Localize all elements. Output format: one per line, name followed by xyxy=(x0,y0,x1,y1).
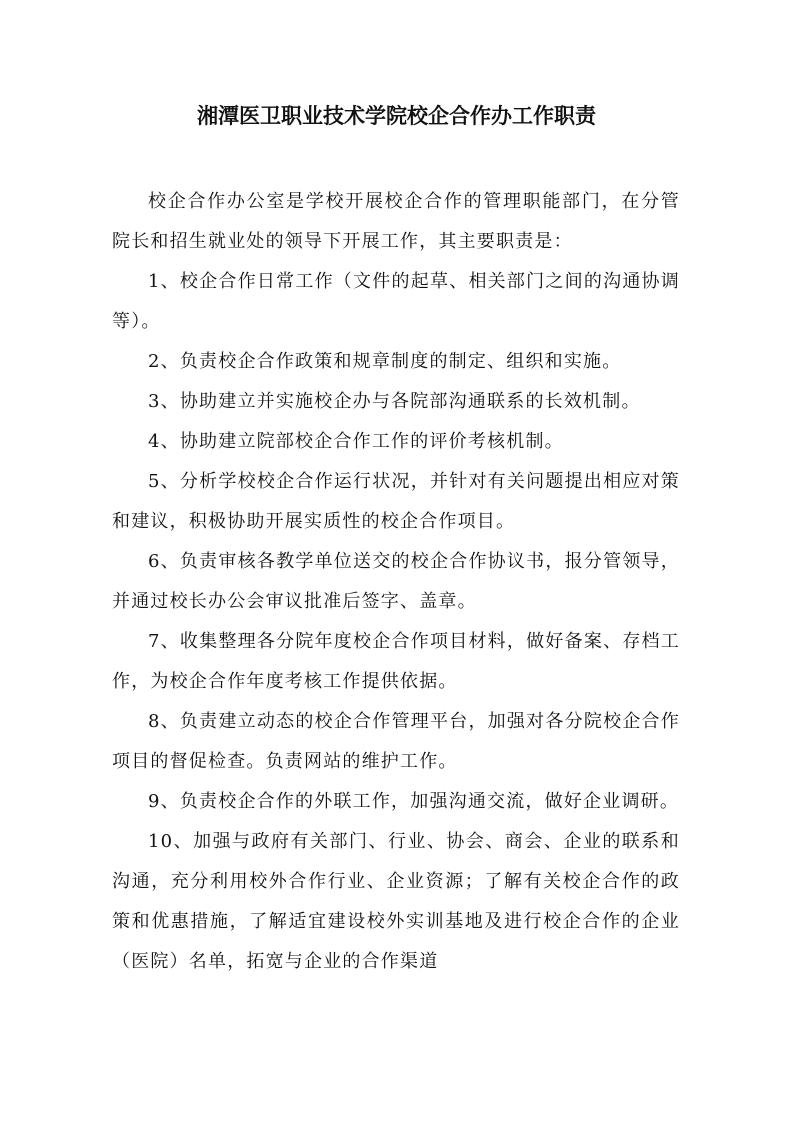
intro-paragraph: 校企合作办公室是学校开展校企合作的管理职能部门，在分管院长和招生就业处的领导下开展工作，其主要职责是： xyxy=(112,191,680,252)
document-title: 湘潭医卫职业技术学院校企合作办工作职责 xyxy=(197,104,596,128)
document-body xyxy=(112,182,680,982)
duty-item-8: 8、负责建立动态的校企合作管理平台，加强对各分院校企合作项目的督促检查。负责网站的维护工作。 xyxy=(112,711,680,772)
duty-item-3: 3、协助建立并实施校企办与各院部沟通联系的长效机制。 xyxy=(148,391,641,412)
duty-item-1: 1、校企合作日常工作（文件的起草、相关部门之间的沟通协调等）。 xyxy=(112,271,680,332)
duty-item-10: 10、加强与政府有关部门、行业、协会、商会、企业的联系和沟通，充分利用校外合作行业、企业资源；了解有关校企合作的政策和优惠措施，了解适宜建设校外实训基地及进行校企合作的企业（医院）名单，拓宽与企业的合作渠道 xyxy=(112,831,680,972)
duty-item-2: 2、负责校企合作政策和规章制度的制定、组织和实施。 xyxy=(148,351,622,372)
duty-item-5: 5、分析学校校企合作运行状况，并针对有关问题提出相应对策和建议，积极协助开展实质性的校企合作项目。 xyxy=(112,471,680,532)
duty-item-6: 6、负责审核各教学单位送交的校企合作协议书，报分管领导，并通过校长办公会审议批准后签字、盖章。 xyxy=(112,551,680,612)
duty-item-9: 9、负责校企合作的外联工作，加强沟通交流，做好企业调研。 xyxy=(148,791,680,812)
duty-item-7: 7、收集整理各分院年度校企合作项目材料，做好备案、存档工作，为校企合作年度考核工作提供依据。 xyxy=(112,631,680,692)
duty-item-4: 4、协助建立院部校企合作工作的评价考核机制。 xyxy=(148,431,564,452)
